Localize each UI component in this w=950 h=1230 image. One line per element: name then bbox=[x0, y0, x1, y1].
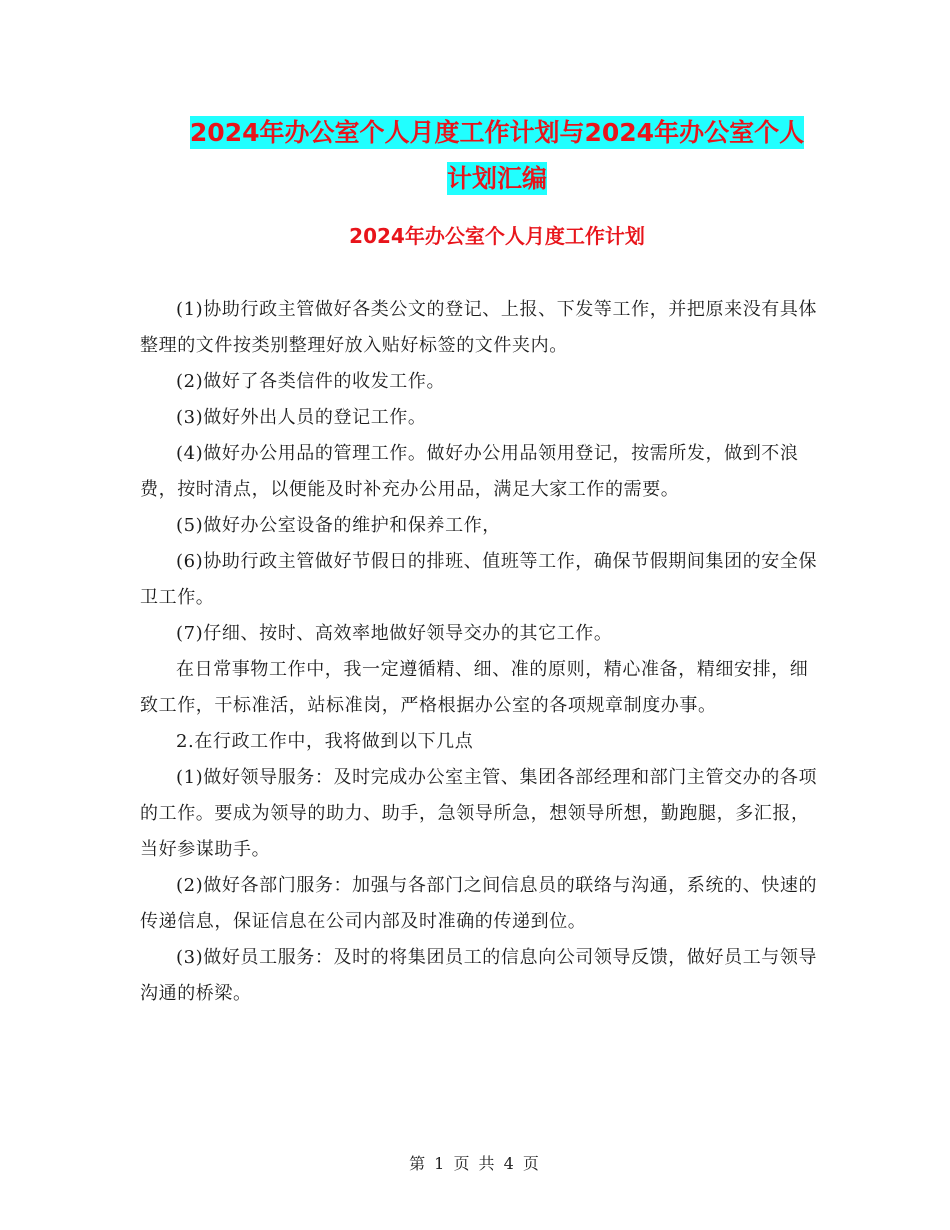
document-title-line-2: 计划汇编 bbox=[446, 164, 547, 193]
section-title: 2024年办公室个人月度工作计划 bbox=[349, 224, 645, 248]
document-body bbox=[140, 292, 820, 1012]
paragraph: (6)协助行政主管做好节假日的排班、值班等工作，确保节假期间集团的安全保卫工作。 bbox=[140, 551, 818, 608]
paragraph: 2.在行政工作中，我将做到以下几点 bbox=[176, 731, 474, 752]
paragraph: (1)协助行政主管做好各类公文的登记、上报、下发等工作，并把原来没有具体整理的文件按类别整理好放入贴好标签的文件夹内。 bbox=[140, 299, 818, 356]
document-title bbox=[140, 110, 854, 202]
paragraph: (7)仔细、按时、高效率地做好领导交办的其它工作。 bbox=[176, 623, 613, 644]
page-footer: 第 1 页 共 4 页 bbox=[409, 1154, 541, 1173]
paragraph: (4)做好办公用品的管理工作。做好办公用品领用登记，按需所发，做到不浪费，按时清点，以便能及时补充办公用品，满足大家工作的需要。 bbox=[140, 443, 799, 500]
document-title-line-1: 2024年办公室个人月度工作计划与2024年办公室个人 bbox=[189, 118, 805, 147]
paragraph: 在日常事物工作中，我一定遵循精、细、准的原则，精心准备，精细安排，细致工作，干标准活，站标准岗，严格根据办公室的各项规章制度办事。 bbox=[140, 659, 809, 716]
paragraph: (2)做好了各类信件的收发工作。 bbox=[176, 371, 446, 392]
paragraph: (2)做好各部门服务：加强与各部门之间信息员的联络与沟通，系统的、快速的传递信息，保证信息在公司内部及时准确的传递到位。 bbox=[140, 875, 818, 932]
paragraph: (3)做好员工服务：及时的将集团员工的信息向公司领导反馈，做好员工与领导沟通的桥梁。 bbox=[140, 947, 818, 1004]
paragraph: (1)做好领导服务：及时完成办公室主管、集团各部经理和部门主管交办的各项的工作。要成为领导的助力、助手，急领导所急，想领导所想，勤跑腿，多汇报，当好参谋助手。 bbox=[140, 767, 818, 860]
paragraph: (3)做好外出人员的登记工作。 bbox=[176, 407, 427, 428]
paragraph: (5)做好办公室设备的维护和保养工作， bbox=[176, 515, 501, 536]
